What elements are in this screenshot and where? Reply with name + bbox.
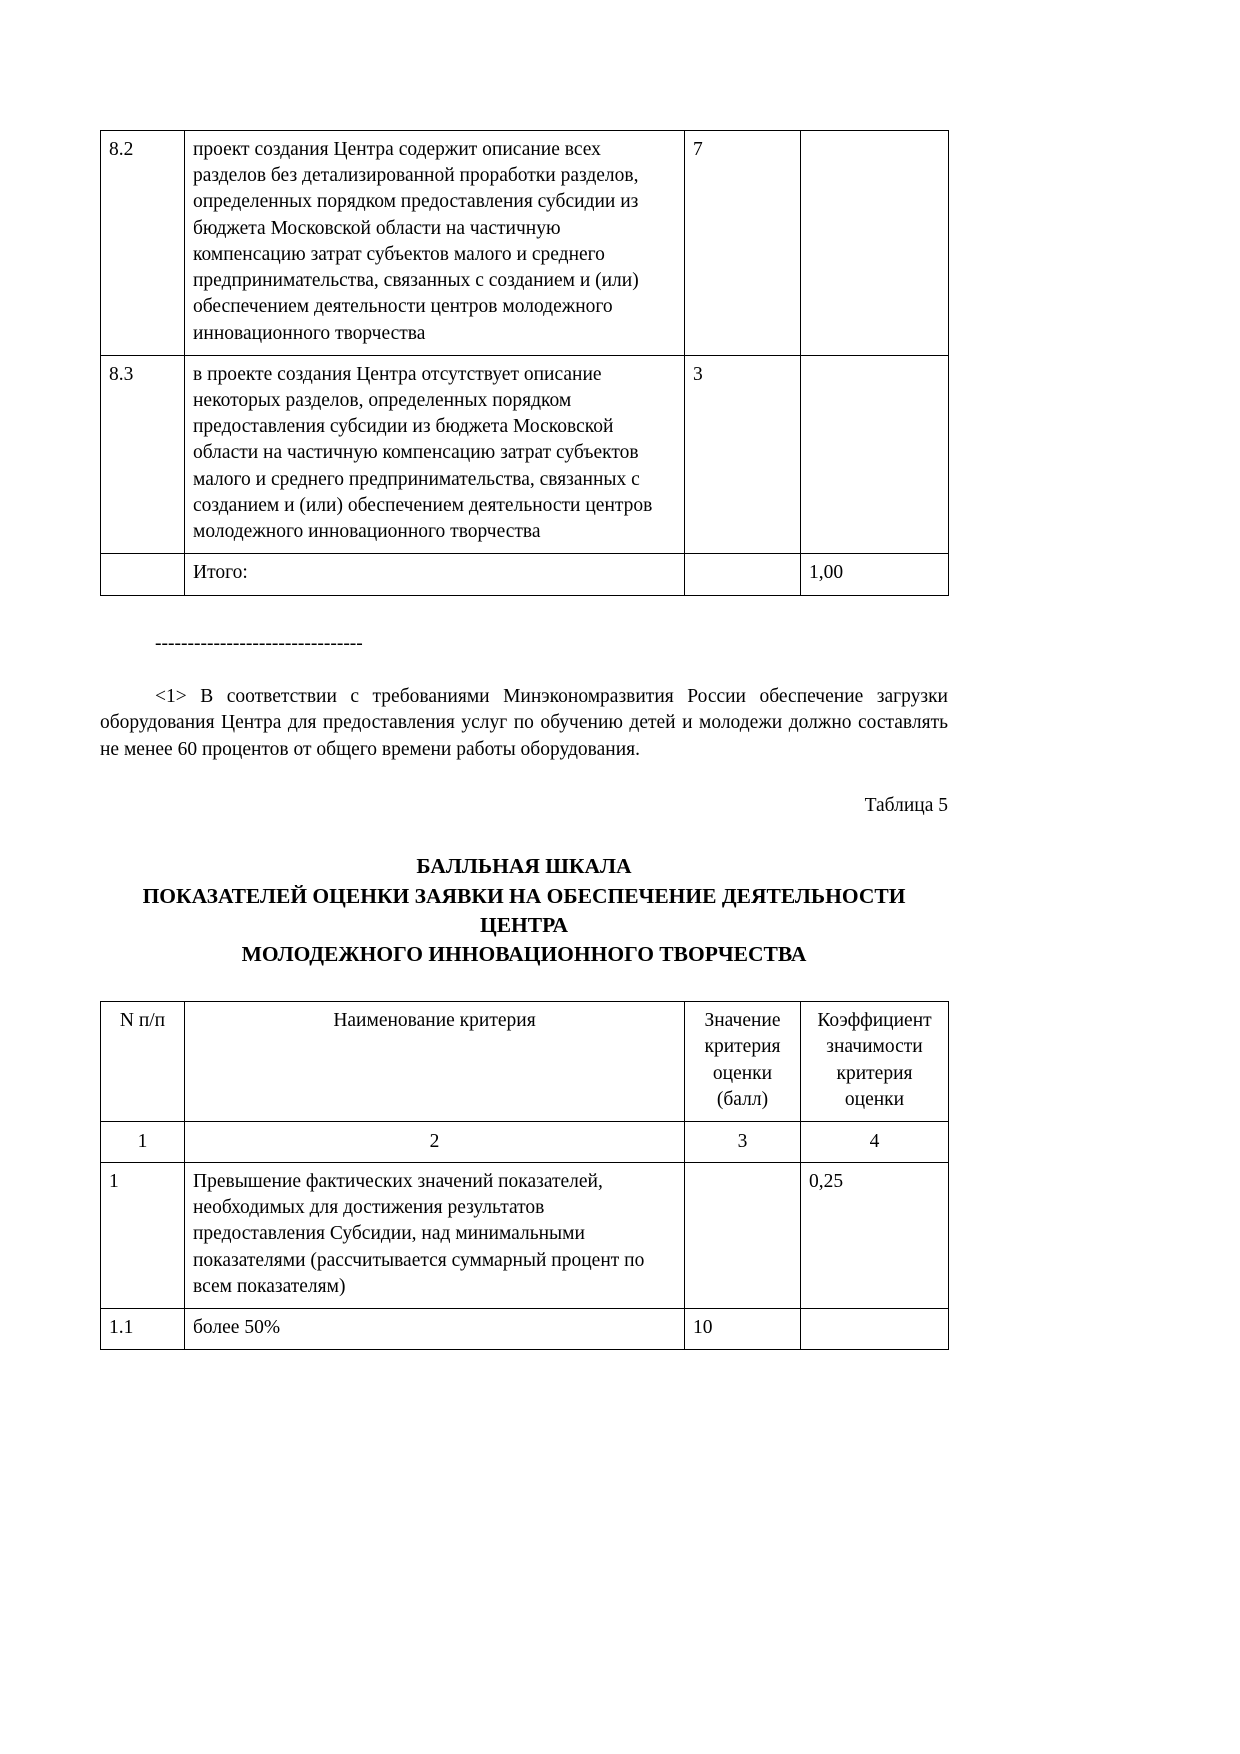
header-line: критерия [836,1062,913,1084]
row-number-cell: 1 [101,1163,185,1309]
total-label-cell: Итого: [185,554,685,595]
column-index-1: 1 [101,1121,185,1162]
row-score-cell: 7 [685,131,801,356]
header-line: Значение [704,1010,781,1032]
page-title-line-1: БАЛЛЬНАЯ ШКАЛА [416,854,632,879]
column-header-number: N п/п [101,1002,185,1122]
row-weight-cell [801,355,949,554]
row-criterion-cell: более 50% [185,1309,685,1350]
page-title [100,852,948,969]
column-header-weight-coefficient [801,1002,949,1122]
column-index-2: 2 [185,1121,685,1162]
row-score-cell [685,1163,801,1309]
header-line: значимости [826,1036,923,1058]
page-title-line-2: ПОКАЗАТЕЛЕЙ ОЦЕНКИ ЗАЯВКИ НА ОБЕСПЕЧЕНИЕ ДЕЯТЕЛЬНОСТИ [142,883,906,908]
footnote-separator: -------------------------------- [155,632,363,654]
row-weight-cell [801,1309,949,1350]
table-row [101,1309,949,1350]
column-header-score-value [685,1002,801,1122]
row-weight-cell [801,131,949,356]
continuation-scoring-table [100,130,949,596]
row-number-cell [101,554,185,595]
scoring-scale-table [100,1001,949,1350]
column-index-3: 3 [685,1121,801,1162]
page-title-line-4: МОЛОДЕЖНОГО ИННОВАЦИОННОГО ТВОРЧЕСТВА [241,942,807,967]
table-column-number-row [101,1121,949,1162]
table-row [101,1163,949,1309]
table-header-row [101,1002,949,1122]
row-number-cell: 1.1 [101,1309,185,1350]
row-criterion-cell: Превышение фактических значений показателей, необходимых для достижения результатов предоставления Субсидии, над минимальными показателями (рассчитывается суммарный процент по всем показателям) [185,1163,685,1309]
row-criterion-cell: проект создания Центра содержит описание всех разделов без детализированной проработки разделов, определенных порядком предоставления субсидии из бюджета Московской области на частичную компенсацию затрат субъектов малого и среднего предпринимательства, связанных с созданием и (или) обеспечением деятельности центров молодежного инновационного творчества [185,131,685,356]
scoring-scale-table-wrapper [100,1001,1140,1350]
row-score-cell: 3 [685,355,801,554]
header-line: Коэффициент [817,1010,932,1032]
row-weight-cell: 0,25 [801,1163,949,1309]
column-header-criterion-name: Наименование критерия [185,1002,685,1122]
table-row [101,131,949,356]
table-caption-label: Таблица 5 [864,795,948,817]
total-weight-cell: 1,00 [801,554,949,595]
table-row-total [101,554,949,595]
row-number-cell: 8.3 [101,355,185,554]
footnote-paragraph: <1> В соответствии с требованиями Минэкономразвития России обеспечение загрузки оборудования Центра для предоставления услуг по обучению детей и молодежи должно составлять не менее 60 процентов от общего времени работы оборудования. [100,685,948,760]
column-index-4: 4 [801,1121,949,1162]
row-score-cell [685,554,801,595]
header-line: оценки [844,1088,905,1110]
row-criterion-cell: в проекте создания Центра отсутствует описание некоторых разделов, определенных порядком предоставления субсидии из бюджета Московской области на частичную компенсацию затрат субъектов малого и среднего предпринимательства, связанных с созданием и (или) обеспечением деятельности центров молодежного инновационного творчества [185,355,685,554]
row-score-cell: 10 [685,1309,801,1350]
header-line: (балл) [716,1088,769,1110]
table-row [101,355,949,554]
footnote-separator-wrapper [100,634,1140,654]
page-title-line-3: ЦЕНТРА [479,912,569,937]
header-line: оценки [712,1062,773,1084]
header-line: критерия [704,1036,781,1058]
row-number-cell: 8.2 [101,131,185,356]
